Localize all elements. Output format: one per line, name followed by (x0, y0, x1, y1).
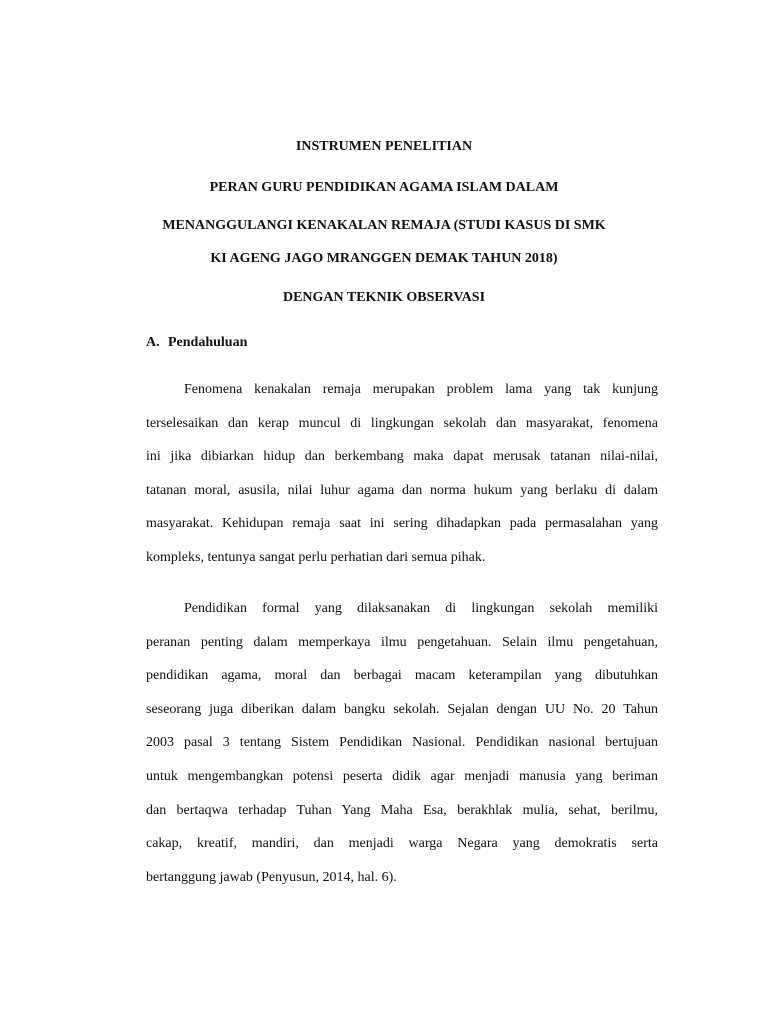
section-number: A. (146, 335, 160, 350)
paragraph-line: ini jika dibiarkan hidup dan berkembang maka dapat merusak tatanan nilai-nilai, (146, 449, 658, 465)
paragraph-line: dan bertaqwa terhadap Tuhan Yang Maha Esa, berakhlak mulia, sehat, berilmu, (146, 802, 658, 818)
section-heading (146, 334, 247, 352)
section-title: Pendahuluan (168, 335, 248, 350)
document-title: INSTRUMEN PENELITIAN (295, 139, 473, 154)
paragraph-line: peranan penting dalam memperkaya ilmu pengetahuan. Selain ilmu pengetahuan, (146, 634, 658, 650)
paragraph-line: Fenomena kenakalan remaja merupakan problem lama yang tak kunjung (184, 382, 658, 397)
paragraph-line: pendidikan agama, moral dan berbagai macam keterampilan yang dibutuhkan (146, 668, 658, 684)
subtitle-line-3: KI AGENG JAGO MRANGGEN DEMAK TAHUN 2018) (210, 251, 558, 266)
method-line: DENGAN TEKNIK OBSERVASI (282, 290, 486, 305)
paragraph-1 (146, 373, 658, 575)
paragraph-line: masyarakat. Kehidupan remaja saat ini sering dihadapkan pada permasalahan yang (146, 516, 658, 532)
paragraph-line: tatanan moral, asusila, nilai luhur agama dan norma hukum yang berlaku di dalam (146, 482, 658, 498)
subtitle-line-2: MENANGGULANGI KENAKALAN REMAJA (STUDI KASUS DI SMK (162, 218, 606, 233)
paragraph-line: seseorang juga diberikan dalam bangku sekolah. Sejalan dengan UU No. 20 Tahun (146, 701, 658, 717)
paragraph-line: 2003 pasal 3 tentang Sistem Pendidikan Nasional. Pendidikan nasional bertujuan (146, 735, 658, 751)
paragraph-2 (146, 592, 658, 894)
paragraph-line: Pendidikan formal yang dilaksanakan di lingkungan sekolah memiliki (184, 601, 658, 616)
paragraph-line: untuk mengembangkan potensi peserta didik agar menjadi manusia yang beriman (146, 768, 658, 784)
subtitle-line-1: PERAN GURU PENDIDIKAN AGAMA ISLAM DALAM (209, 180, 559, 195)
paragraph-line: kompleks, tentunya sangat perlu perhatian dari semua pihak. (146, 549, 486, 565)
paragraph-line: terselesaikan dan kerap muncul di lingkungan sekolah dan masyarakat, fenomena (146, 415, 658, 431)
paragraph-line: bertanggung jawab (Penyusun, 2014, hal. 6). (146, 869, 397, 885)
paragraph-line: cakap, kreatif, mandiri, dan menjadi warga Negara yang demokratis serta (146, 836, 658, 852)
